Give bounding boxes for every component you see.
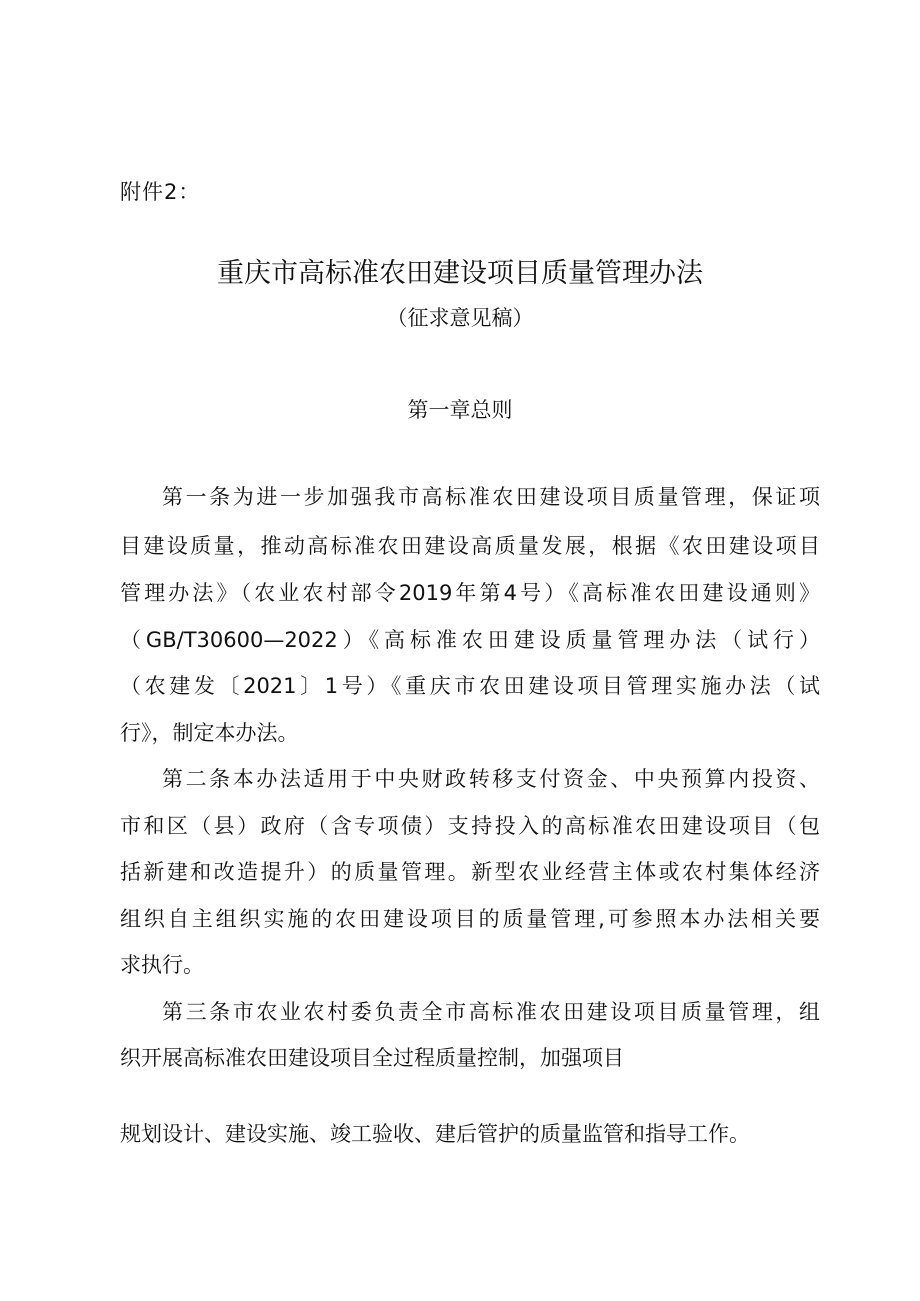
attachment-label: 附件2： [120,180,201,204]
article-1-line-5: （农建发〔2021〕1号）《重庆市农田建设项目管理实施办法（试 [120,674,820,698]
article-2-line-1: 第二条本办法适用于中央财政转移支付资金、中央预算内投资、 [162,767,820,791]
article-2-line-3: 括新建和改造提升）的质量管理。新型农业经营主体或农村集体经济 [120,860,820,884]
article-2-line-2: 市和区（县）政府（含专项债）支持投入的高标准农田建设项目（包 [120,814,820,838]
article-1-line-4: （GB/T30600—2022）《高标准农田建设质量管理办法（试行） [120,628,820,652]
article-1-line-3: 管理办法》（农业农村部令2019年第4号）《高标准农田建设通则》 [120,581,820,605]
document-subtitle: （征求意见稿） [386,306,534,330]
article-2-line-4: 组织自主组织实施的农田建设项目的质量管理,可参照本办法相关要 [120,907,820,931]
document-title: 重庆市高标准农田建设项目质量管理办法 [217,258,703,289]
article-2-line-5: 求执行。 [120,953,204,977]
article-1-line-6: 行》，制定本办法。 [120,721,299,745]
article-3-line-3: 规划设计、建设实施、竣工验收、建后管护的质量监管和指导工作。 [120,1122,750,1146]
article-1-line-2: 目建设质量，推动高标准农田建设高质量发展，根据《农田建设项目 [120,534,820,558]
article-3-line-2: 织开展高标准农田建设项目全过程质量控制，加强项目 [120,1046,624,1070]
article-1-line-1: 第一条为进一步加强我市高标准农田建设项目质量管理，保证项 [162,485,820,509]
article-3-line-1: 第三条市农业农村委负责全市高标准农田建设项目质量管理，组 [162,1000,820,1024]
chapter-heading: 第一章总则 [407,398,513,422]
